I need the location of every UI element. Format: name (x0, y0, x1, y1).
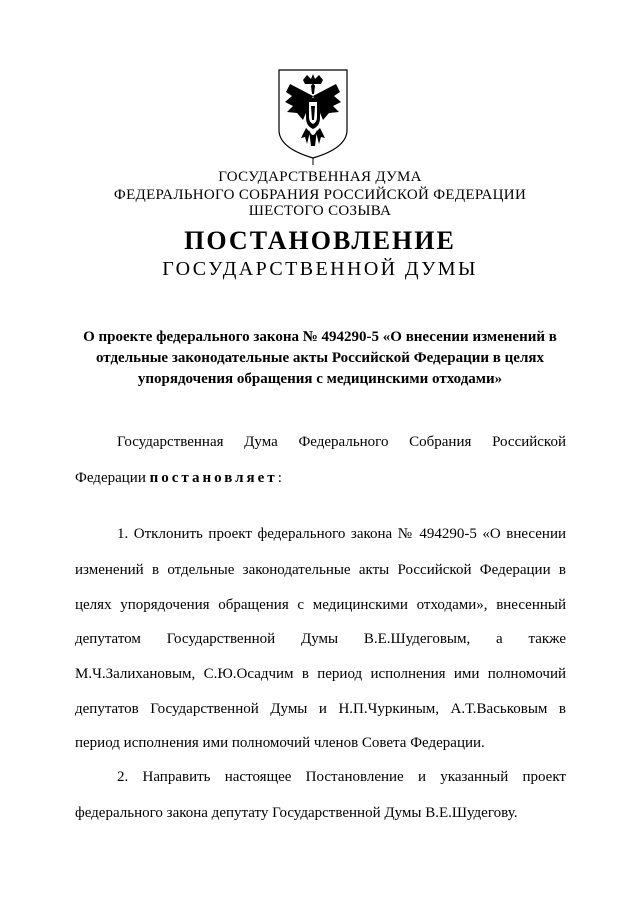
paragraph-1-line-6: депутатов Государственной Думы и Н.П.Чуркиным, А.Т.Васьковым в (75, 701, 566, 717)
preamble-line-2 (75, 468, 566, 488)
subject-line-2: отдельные законодательные акты Российской Федерации в целях (96, 350, 544, 366)
subject-line-1: О проекте федерального закона № 494290-5 «О внесении изменений в (83, 329, 557, 345)
preamble-verb: постановляет (149, 470, 278, 486)
subject-line-3: упорядочения обращения с медицинскими отходами» (137, 371, 503, 387)
paragraph-1-line-7: период исполнения ими полномочий членов Совета Федерации. (75, 735, 485, 751)
paragraph-1-line-5: М.Ч.Залихановым, С.Ю.Осадчим в период исполнения ими полномочий (75, 666, 566, 682)
header-line-2: ФЕДЕРАЛЬНОГО СОБРАНИЯ РОССИЙСКОЙ ФЕДЕРАЦИИ (113, 187, 527, 203)
paragraph-1-line-4: депутатом Государственной Думы В.Е.Шудеговым, а также (75, 631, 566, 647)
coat-of-arms-icon (273, 66, 353, 166)
document-subtitle: ГОСУДАРСТВЕННОЙ ДУМЫ (162, 258, 478, 280)
header-line-3: ШЕСТОГО СОЗЫВА (248, 203, 392, 219)
paragraph-1-line-2: изменений в отдельные законодательные акты Российской Федерации в (75, 562, 566, 578)
preamble-colon: : (277, 470, 282, 486)
paragraph-1-line-1: 1. Отклонить проект федерального закона № 494290-5 «О внесении (117, 526, 566, 542)
paragraph-2-line-2: федерального закона депутату Государственной Думы В.Е.Шудегову. (75, 805, 518, 821)
paragraph-2-line-1: 2. Направить настоящее Постановление и указанный проект (117, 769, 566, 785)
header-line-1: ГОСУДАРСТВЕННАЯ ДУМА (218, 169, 422, 185)
document-title: ПОСТАНОВЛЕНИЕ (184, 226, 456, 255)
preamble-line-1: Государственная Дума Федерального Собрания Российской (117, 434, 566, 450)
paragraph-1-line-3: целях упорядочения обращения с медицинскими отходами», внесенный (75, 597, 566, 613)
preamble-text: Федерации (75, 470, 150, 486)
